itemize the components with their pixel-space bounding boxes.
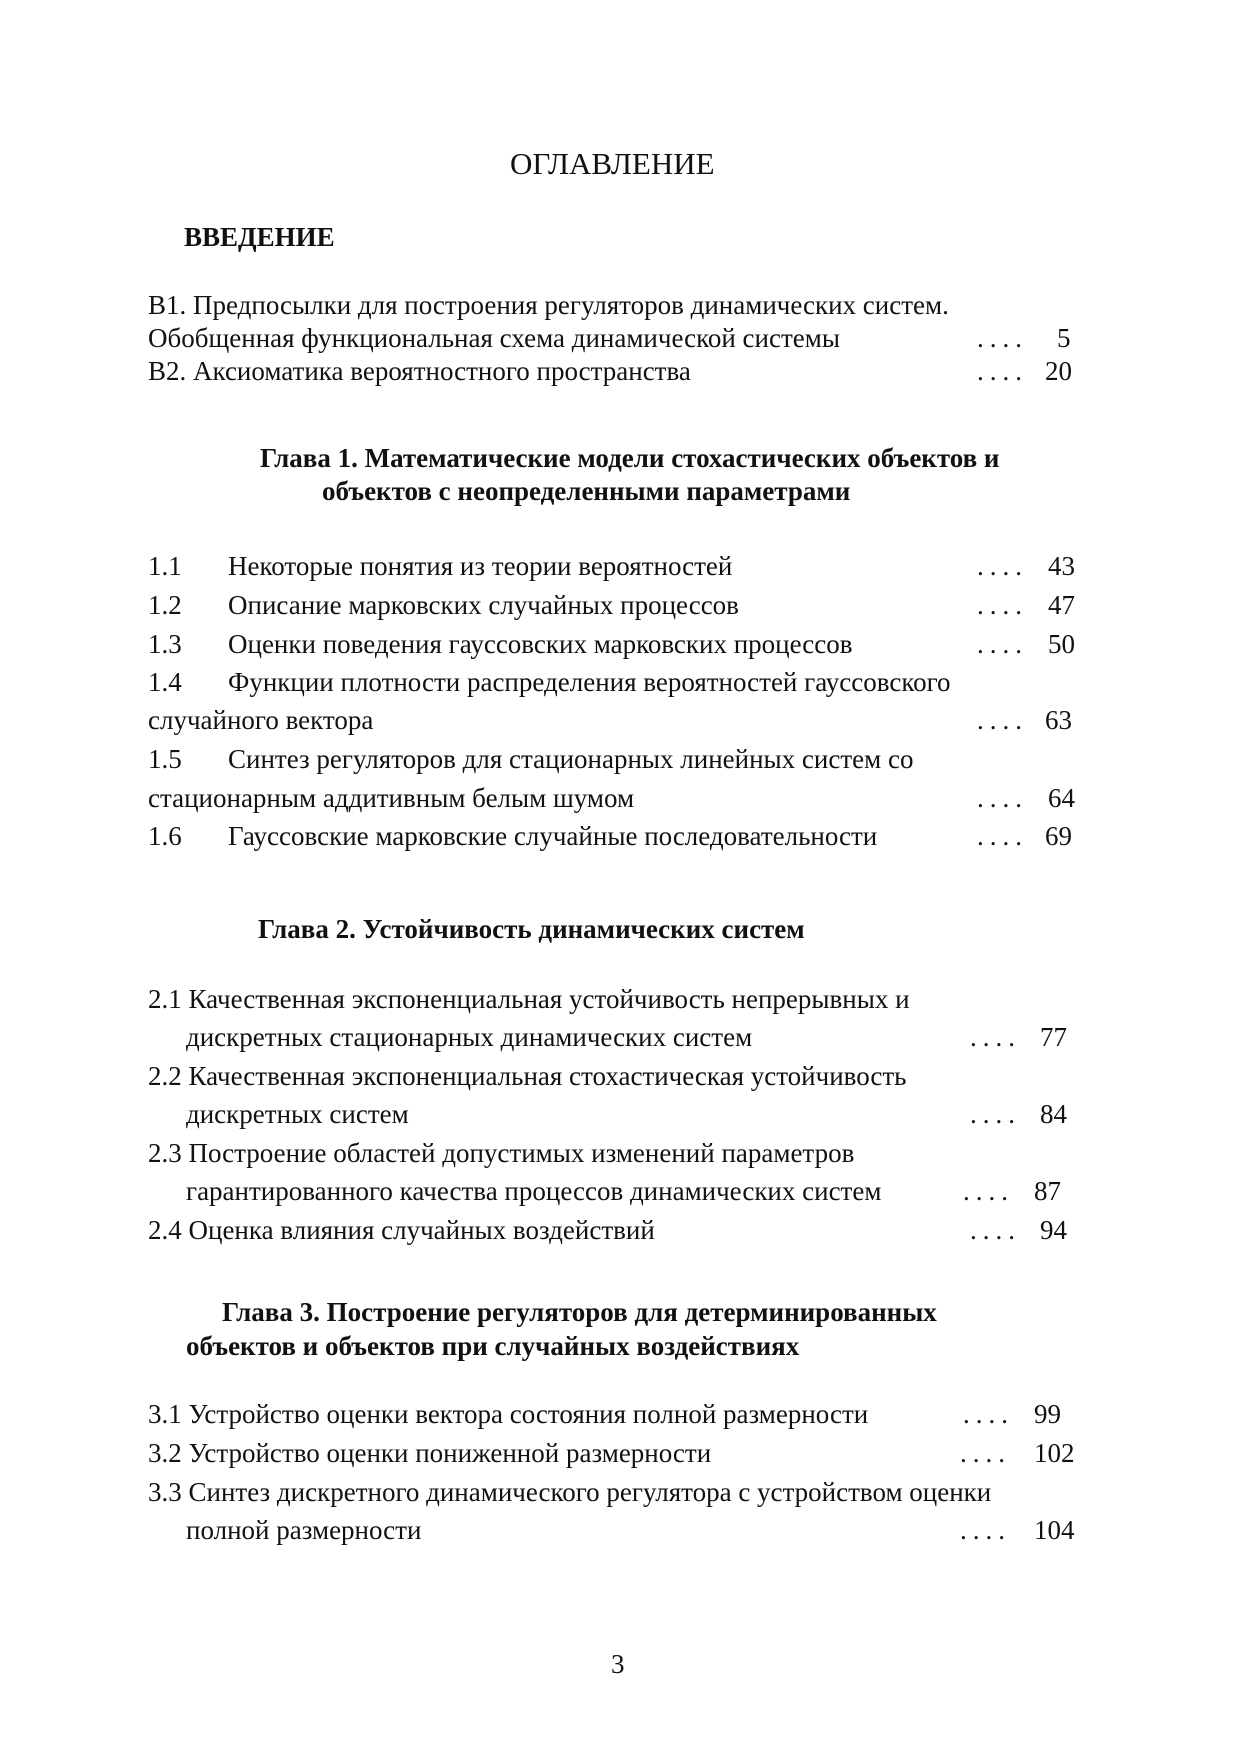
toc-entry-1-3-text: Оценки поведения гауссовских марковских процессов: [228, 629, 853, 659]
toc-entry-1-1-text: Некоторые понятия из теории вероятностей: [228, 551, 733, 581]
toc-entry-2-1-line2: дискретных стационарных динамических систем: [186, 1022, 753, 1052]
chapter-3-heading-line1: Глава 3. Построение регуляторов для детерминированных: [222, 1297, 937, 1327]
toc-entry-1-5-text-line2: стационарным аддитивным белым шумом: [148, 783, 635, 813]
toc-entry-2-3-line2: гарантированного качества процессов динамических систем: [186, 1176, 882, 1206]
toc-entry-1-5-text: Синтез регуляторов для стационарных линейных систем со: [228, 744, 914, 774]
toc-entry-1-5-num: 1.5: [148, 744, 182, 774]
toc-entry-b1-dots: ....: [977, 323, 1028, 353]
toc-entry-1-6-num: 1.6: [148, 821, 182, 851]
toc-entry-2-4-text: 2.4 Оценка влияния случайных воздействий: [148, 1215, 655, 1245]
toc-entry-1-4-text-line2: случайного вектора: [148, 705, 374, 735]
toc-entry-1-6-text: Гауссовские марковские случайные последовательности: [228, 821, 878, 851]
toc-entry-3-3-page: 104: [1034, 1515, 1075, 1545]
toc-entry-1-1-dots: ....: [977, 551, 1028, 581]
toc-entry-b2-dots: ....: [977, 356, 1028, 386]
toc-entry-b2-page: 20: [1045, 356, 1072, 386]
toc-entry-3-2-dots: ....: [960, 1438, 1011, 1468]
toc-entry-3-2-page: 102: [1034, 1438, 1075, 1468]
toc-entry-3-3-line2: полной размерности: [186, 1515, 422, 1545]
toc-entry-3-1-dots: ....: [963, 1399, 1014, 1429]
toc-entry-b2-text: В2. Аксиоматика вероятностного пространства: [148, 356, 691, 386]
chapter-2-heading: Глава 2. Устойчивость динамических систем: [258, 914, 805, 944]
toc-entry-1-2-page: 47: [1048, 590, 1075, 620]
toc-entry-1-4-page: 63: [1045, 705, 1072, 735]
chapter-1-heading-line1: Глава 1. Математические модели стохастических объектов и: [260, 443, 1000, 473]
toc-entry-2-1-page: 77: [1040, 1022, 1067, 1052]
toc-entry-1-1-num: 1.1: [148, 551, 182, 581]
toc-entry-2-4-dots: ....: [970, 1215, 1021, 1245]
toc-entry-2-2-dots: ....: [970, 1099, 1021, 1129]
toc-entry-3-2-text: 3.2 Устройство оценки пониженной размерности: [148, 1438, 712, 1468]
toc-entry-1-5-page: 64: [1048, 783, 1075, 813]
toc-entry-2-3-page: 87: [1034, 1176, 1061, 1206]
toc-entry-1-4-dots: ....: [977, 705, 1028, 735]
toc-entry-1-6-page: 69: [1045, 821, 1072, 851]
toc-title: ОГЛАВЛЕНИЕ: [510, 146, 715, 181]
intro-heading: ВВЕДЕНИЕ: [184, 222, 335, 252]
toc-entry-1-4-text: Функции плотности распределения вероятностей гауссовского: [228, 667, 951, 697]
toc-entry-1-2-num: 1.2: [148, 590, 182, 620]
toc-entry-1-6-dots: ....: [977, 821, 1028, 851]
toc-entry-2-2-line2: дискретных систем: [186, 1099, 409, 1129]
toc-entry-2-1-dots: ....: [970, 1022, 1021, 1052]
toc-entry-1-4-num: 1.4: [148, 667, 182, 697]
toc-entry-b1-line2: Обобщенная функциональная схема динамической системы: [148, 323, 840, 353]
toc-entry-b1-line1: В1. Предпосылки для построения регуляторов динамических систем.: [148, 290, 949, 320]
page-number: 3: [611, 1649, 625, 1679]
toc-entry-3-1-text: 3.1 Устройство оценки вектора состояния полной размерности: [148, 1399, 869, 1429]
toc-entry-3-1-page: 99: [1034, 1399, 1061, 1429]
toc-entry-2-4-page: 94: [1040, 1215, 1067, 1245]
toc-entry-1-1-page: 43: [1048, 551, 1075, 581]
toc-entry-3-3-line1: 3.3 Синтез дискретного динамического регулятора с устройством оценки: [148, 1477, 992, 1507]
toc-entry-1-3-dots: ....: [977, 629, 1028, 659]
toc-entry-1-5-dots: ....: [977, 783, 1028, 813]
toc-entry-1-2-text: Описание марковских случайных процессов: [228, 590, 739, 620]
toc-entry-2-3-dots: ....: [963, 1176, 1014, 1206]
toc-entry-2-2-page: 84: [1040, 1099, 1067, 1129]
toc-entry-1-3-page: 50: [1048, 629, 1075, 659]
toc-entry-2-3-line1: 2.3 Построение областей допустимых изменений параметров: [148, 1138, 855, 1168]
toc-entry-1-3-num: 1.3: [148, 629, 182, 659]
chapter-1-heading-line2: объектов с неопределенными параметрами: [322, 476, 851, 506]
toc-entry-2-2-line1: 2.2 Качественная экспоненциальная стохастическая устойчивость: [148, 1061, 907, 1091]
toc-entry-b1-page: 5: [1057, 323, 1071, 353]
toc-entry-3-3-dots: ....: [960, 1515, 1011, 1545]
toc-entry-2-1-line1: 2.1 Качественная экспоненциальная устойчивость непрерывных и: [148, 984, 910, 1014]
chapter-3-heading-line2: объектов и объектов при случайных воздействиях: [186, 1331, 800, 1361]
toc-entry-1-2-dots: ....: [977, 590, 1028, 620]
